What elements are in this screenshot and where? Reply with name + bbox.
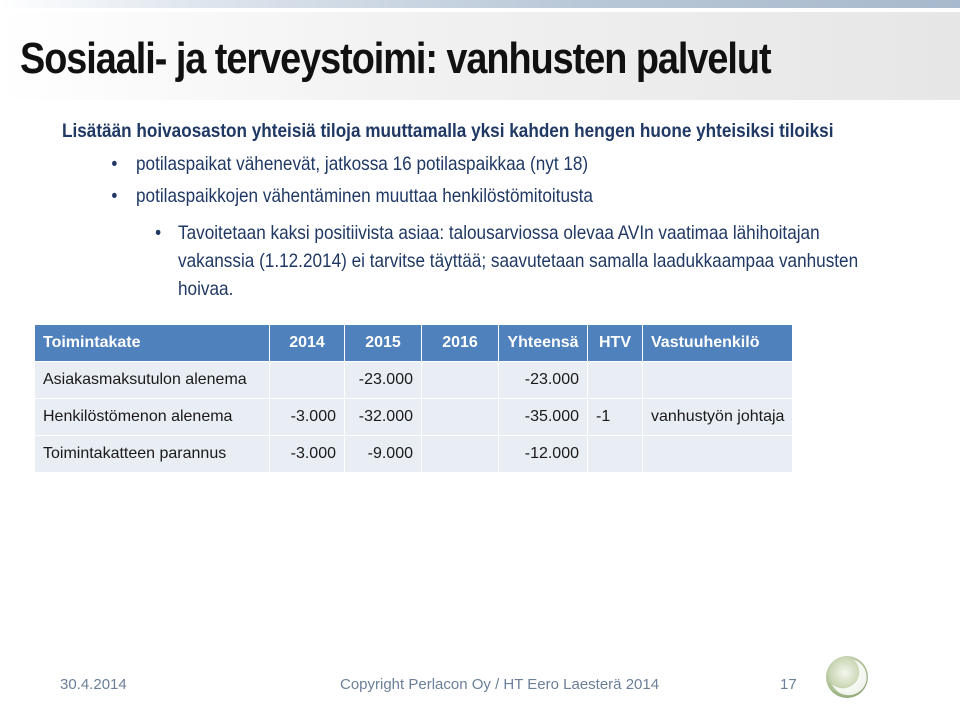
header-cell: HTV <box>588 325 642 361</box>
table-cell: -9.000 <box>345 436 421 472</box>
footer-date: 30.4.2014 <box>60 676 127 693</box>
header-cell: Toimintakate <box>35 325 269 361</box>
bullet-item <box>111 185 593 208</box>
bullet-dot-icon: • <box>155 222 162 244</box>
sub-bullet-text: Tavoitetaan kaksi positiivista asiaa: talousarviossa olevaa AVIn vaatimaa lähihoitajan vakanssia (1.12.2014) ei tarvitse täyttää; saavutetaan samalla laadukkaampaa vanhusten hoivaa. <box>178 222 859 300</box>
table-cell <box>422 362 498 398</box>
sub-bullet-item <box>155 219 864 303</box>
table-cell: Toimintakatteen parannus <box>35 436 269 472</box>
footer-page-number: 17 <box>780 676 797 693</box>
page-title: Sosiaali- ja terveystoimi: vanhusten palvelut <box>20 34 771 83</box>
table-cell: Henkilöstömenon alenema <box>35 399 269 435</box>
savings-table <box>34 324 793 473</box>
table-cell <box>643 362 792 398</box>
table-row <box>35 436 792 472</box>
header-cell: Vastuuhenkilö <box>643 325 792 361</box>
header-cell: 2015 <box>345 325 421 361</box>
table-cell <box>270 362 344 398</box>
table-row <box>35 399 792 435</box>
table-cell: -3.000 <box>270 399 344 435</box>
table-cell: vanhustyön johtaja <box>643 399 792 435</box>
table-cell: -3.000 <box>270 436 344 472</box>
table-cell <box>422 436 498 472</box>
table-cell <box>643 436 792 472</box>
table-cell: -1 <box>588 399 642 435</box>
table-cell <box>422 399 498 435</box>
intro-text: Lisätään hoivaosaston yhteisiä tiloja muuttamalla yksi kahden hengen huone yhteisiksi tiloiksi <box>62 120 834 142</box>
table-cell <box>588 436 642 472</box>
table-cell <box>588 362 642 398</box>
table-cell: -35.000 <box>499 399 587 435</box>
table-cell: Asiakasmaksutulon alenema <box>35 362 269 398</box>
bullet-dot-icon: • <box>111 185 118 207</box>
table-row <box>35 362 792 398</box>
bullet-text: potilaspaikkojen vähentäminen muuttaa henkilöstömitoitusta <box>136 185 593 207</box>
bullet-item <box>111 153 589 176</box>
header-cell: Yhteensä <box>499 325 587 361</box>
perlacon-logo-icon <box>824 654 870 700</box>
bullet-dot-icon: • <box>111 153 118 175</box>
table-header-row <box>35 325 792 361</box>
table-cell: -32.000 <box>345 399 421 435</box>
bullet-text: potilaspaikat vähenevät, jatkossa 16 potilaspaikkaa (nyt 18) <box>136 153 589 175</box>
header-cell: 2014 <box>270 325 344 361</box>
footer-copyright: Copyright Perlacon Oy / HT Eero Laesterä 2014 <box>340 676 660 693</box>
table-cell: -12.000 <box>499 436 587 472</box>
table-cell: -23.000 <box>345 362 421 398</box>
table-cell: -23.000 <box>499 362 587 398</box>
top-accent-bar <box>0 0 960 8</box>
header-cell: 2016 <box>422 325 498 361</box>
